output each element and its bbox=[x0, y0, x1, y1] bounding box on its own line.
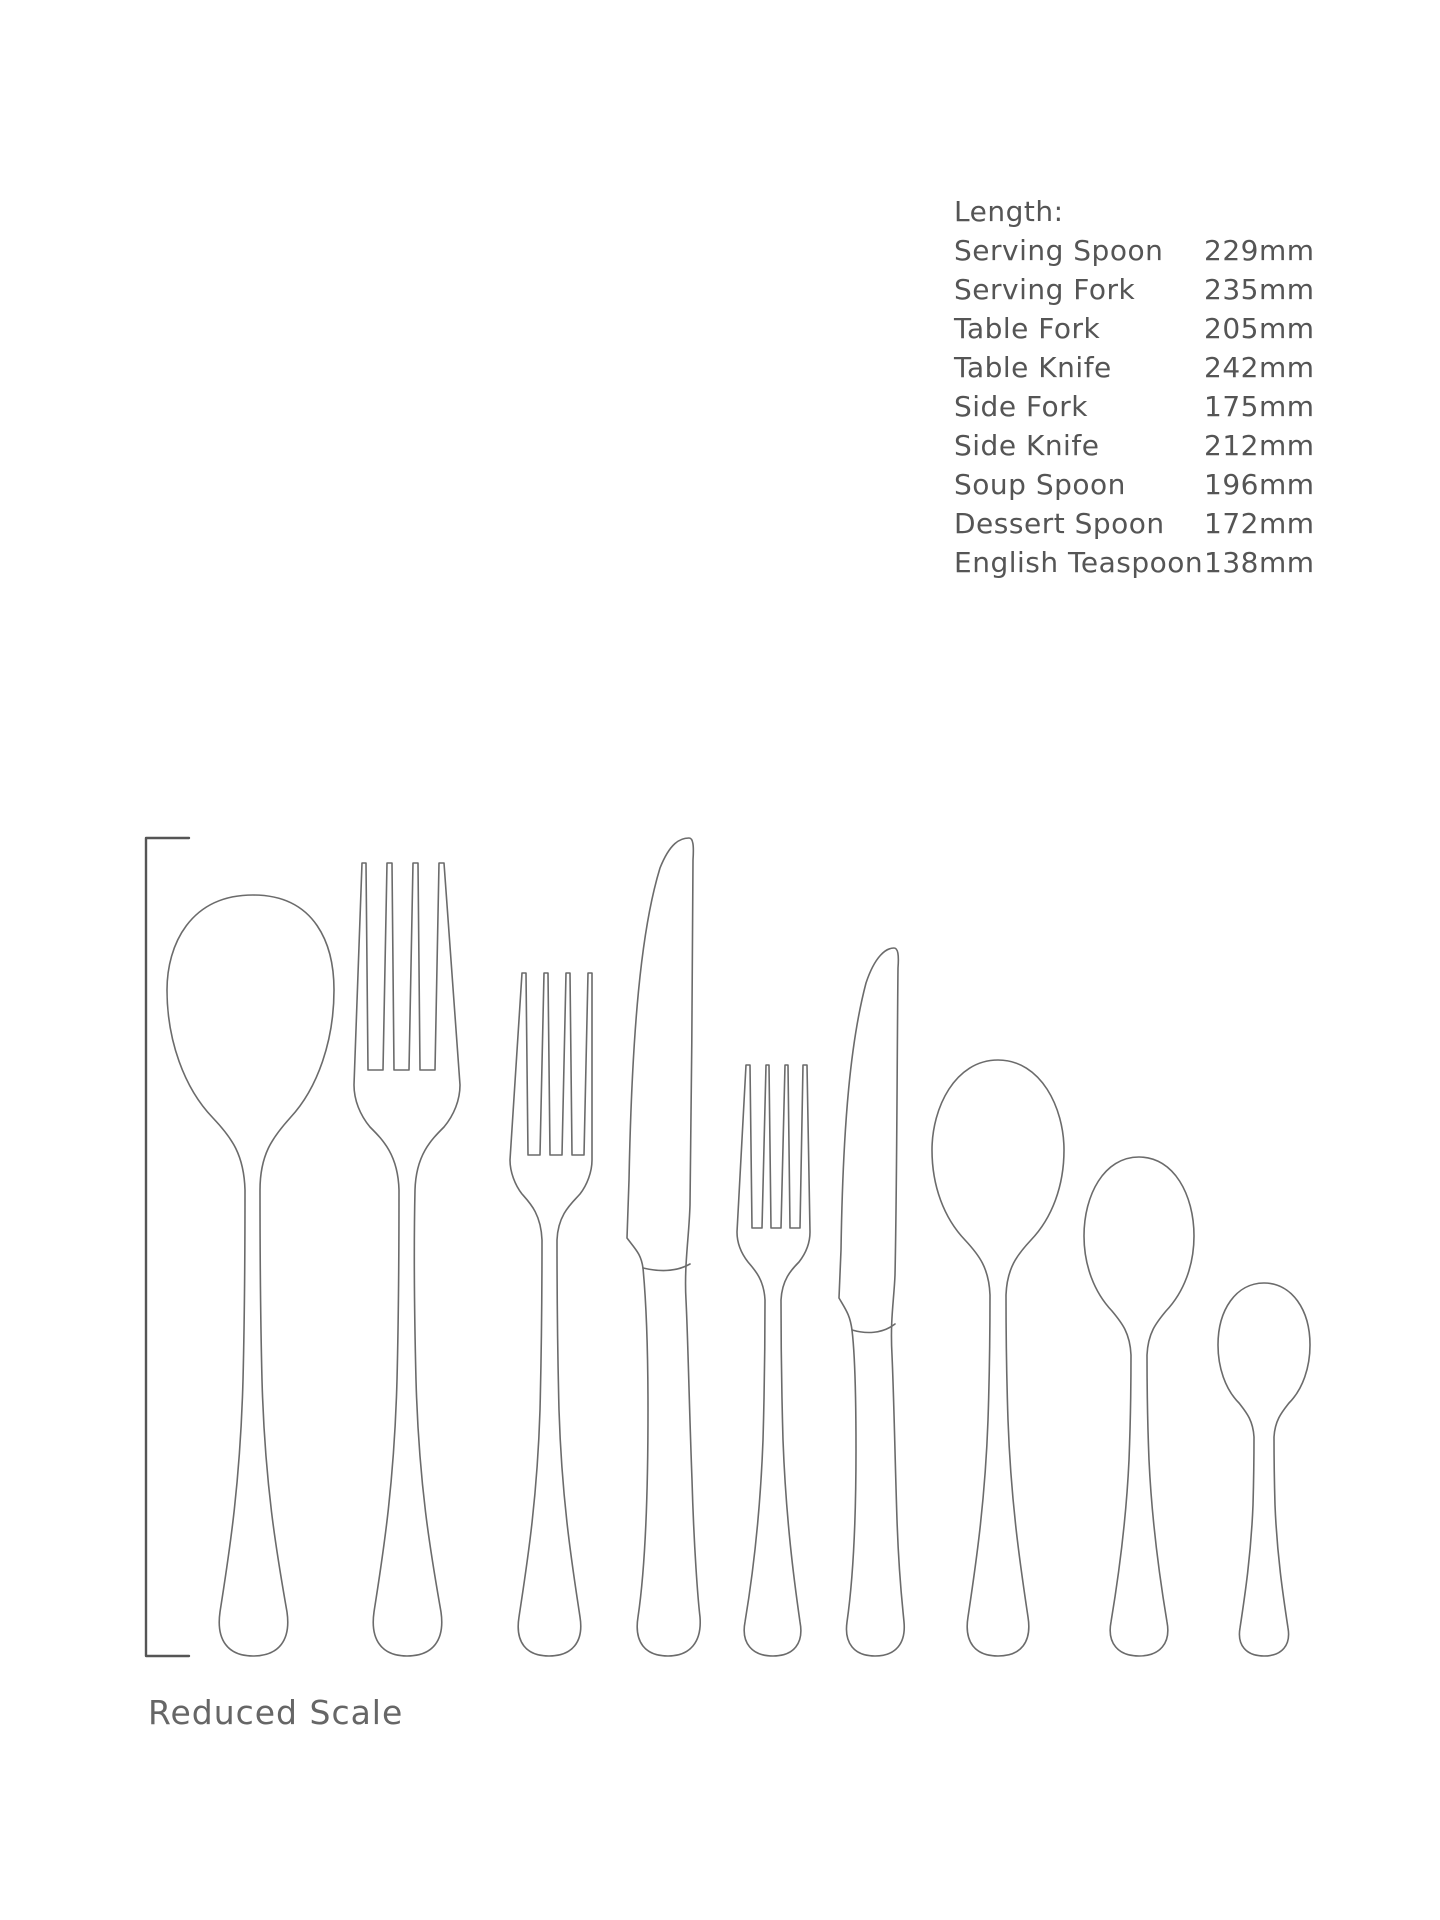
spec-item-length: 229mm bbox=[1204, 234, 1315, 267]
side-fork-outline bbox=[737, 1065, 810, 1656]
spec-item-name: Table Knife bbox=[954, 351, 1112, 384]
spec-item-length: 175mm bbox=[1204, 390, 1315, 423]
dessert-spoon-outline bbox=[1084, 1157, 1194, 1656]
table-knife-outline bbox=[627, 838, 700, 1656]
spec-item-name: Serving Spoon bbox=[954, 234, 1164, 267]
spec-item-length: 172mm bbox=[1204, 507, 1315, 540]
spec-item-name: Side Fork bbox=[954, 390, 1088, 423]
spec-item-name: Soup Spoon bbox=[954, 468, 1126, 501]
length-heading: Length: bbox=[954, 195, 1064, 228]
spec-item-length: 205mm bbox=[1204, 312, 1315, 345]
scale-bracket bbox=[146, 838, 189, 1656]
side-knife-outline bbox=[839, 948, 904, 1656]
spec-item-length: 138mm bbox=[1204, 546, 1315, 579]
serving-fork-outline bbox=[354, 863, 460, 1656]
spec-item-name: Serving Fork bbox=[954, 273, 1136, 306]
table-knife-bolster-line bbox=[643, 1264, 690, 1271]
spec-item-name: Side Knife bbox=[954, 429, 1100, 462]
spec-item-name: Dessert Spoon bbox=[954, 507, 1165, 540]
spec-item-length: 235mm bbox=[1204, 273, 1315, 306]
table-fork-outline bbox=[510, 973, 592, 1656]
english-teaspoon-outline bbox=[1218, 1283, 1310, 1656]
side-knife-bolster-line bbox=[852, 1324, 895, 1332]
spec-item-name: Table Fork bbox=[954, 312, 1101, 345]
serving-spoon-outline bbox=[167, 895, 334, 1656]
spec-item-length: 212mm bbox=[1204, 429, 1315, 462]
spec-item-length: 196mm bbox=[1204, 468, 1315, 501]
spec-item-name: English Teaspoon bbox=[954, 546, 1204, 579]
spec-item-length: 242mm bbox=[1204, 351, 1315, 384]
reduced-scale-caption: Reduced Scale bbox=[148, 1693, 404, 1732]
soup-spoon-outline bbox=[932, 1060, 1064, 1656]
